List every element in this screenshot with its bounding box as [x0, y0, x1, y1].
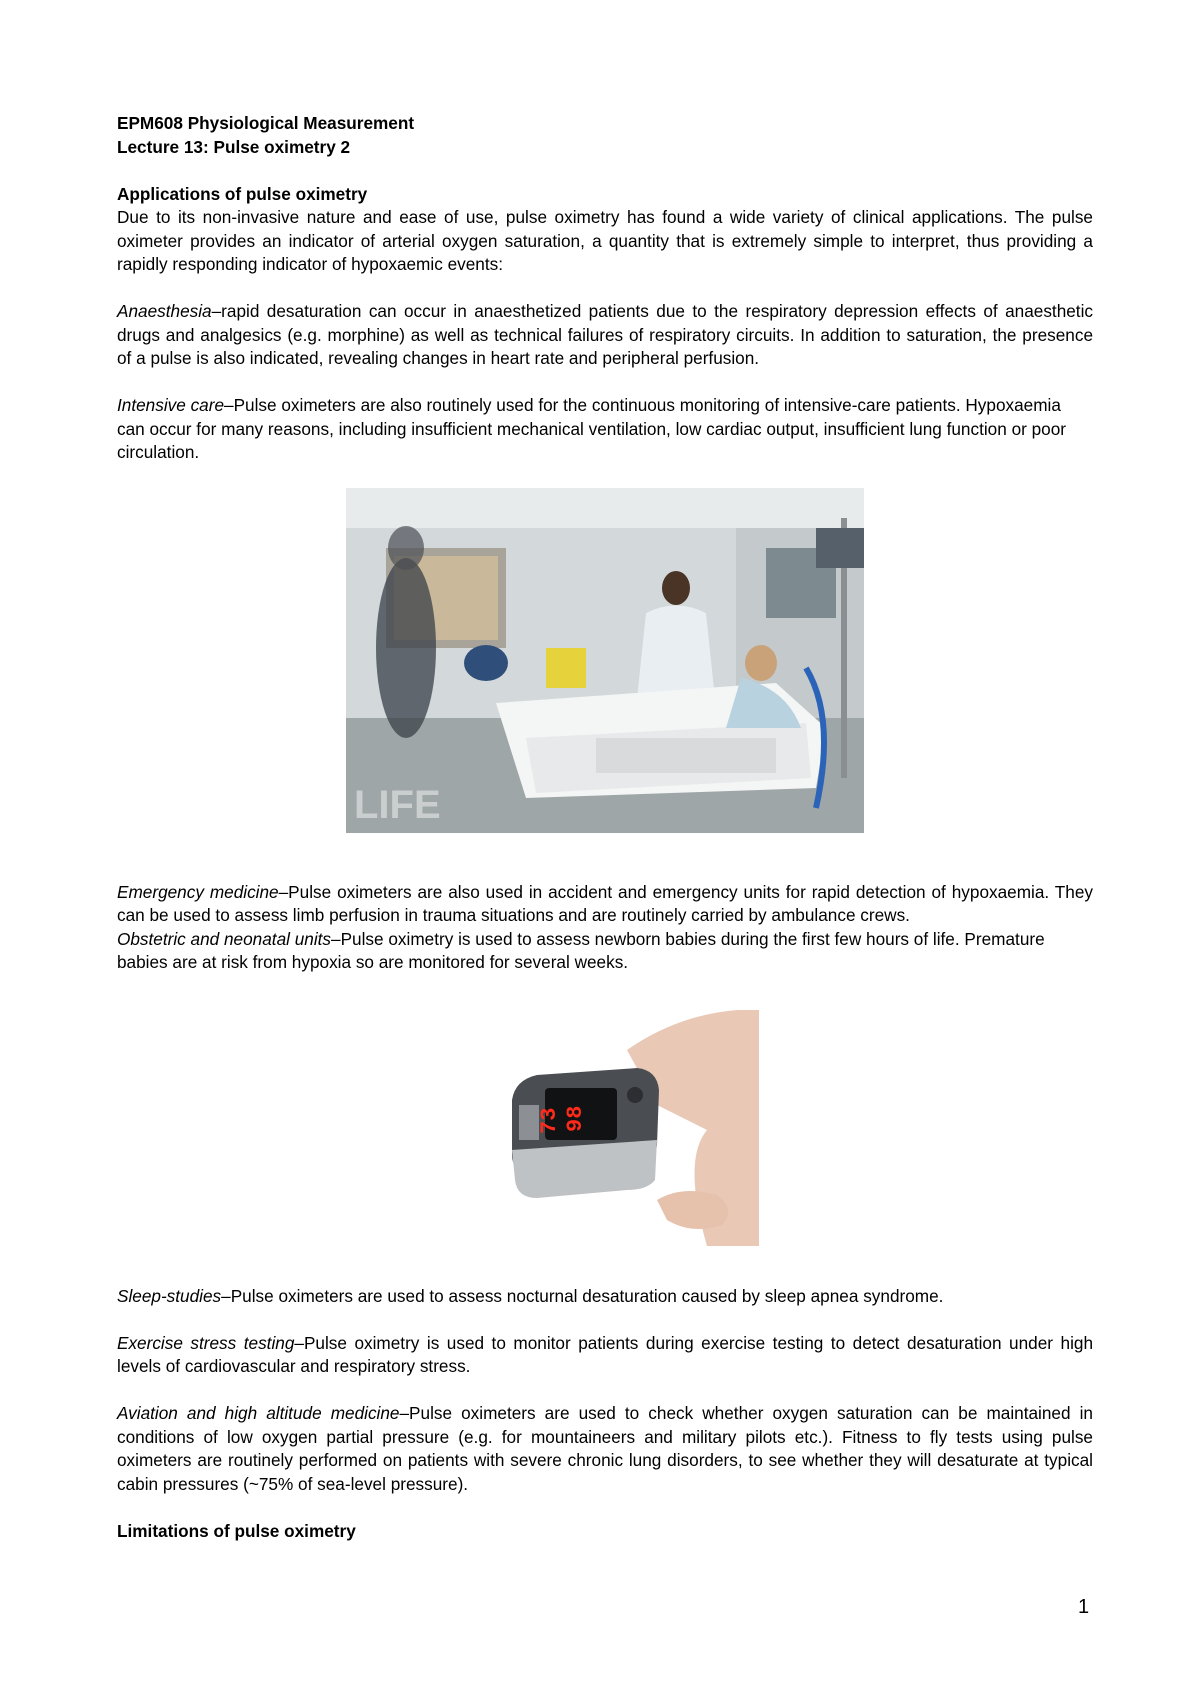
life-watermark-text: LIFE — [354, 782, 441, 827]
oximeter-display — [507, 1010, 759, 1246]
text-aviation: –Pulse oximeters are used to check whether oxygen saturation can be maintained in conditions of low oxygen partial pressure (e.g. for mountaineers and military pilots etc.). Fitness to fly tests using pulse oximeters are routinely performed on patients with severe chronic lung disorders, to see whether they will desaturate at typical cabin pressures (~75% of sea-level pressure). — [117, 1403, 1093, 1494]
text-intensive-care: –Pulse oximeters are also routinely used for the continuous monitoring of intensive-care patients. Hypoxaemia can occur for many reasons, including insufficient mechanical ventilation, low cardiac output, insufficient lung function or poor circulation. — [117, 395, 1067, 462]
life-watermark — [346, 488, 864, 833]
term-emergency: Emergency medicine — [117, 881, 279, 902]
term-sleep: Sleep-studies — [117, 1285, 222, 1306]
term-intensive-care: Intensive care — [117, 395, 225, 415]
spo2-reading: 98 — [563, 1105, 588, 1132]
applications-intro: Due to its non-invasive nature and ease of use, pulse oximetry has found a wide variety of clinical applications. The pulse oximeter provides an indicator of arterial oxygen saturation, a quantity that is extremely simple to interpret, thus providing a rapidly responding indicator of hypoxaemic events: — [117, 207, 1093, 274]
paragraph-anaesthesia — [117, 300, 1093, 371]
text-emergency: –Pulse oximeters are also used in accident and emergency units for rapid detection of hypoxaemia. They can be used to assess limb perfusion in trauma situations and are routinely carried by ambulance crews. — [117, 881, 1093, 925]
section-heading-applications: Applications of pulse oximetry — [117, 183, 368, 204]
term-aviation: Aviation and high altitude medicine — [117, 1403, 400, 1423]
paragraph-intensive-care — [117, 394, 1093, 465]
icu-photo — [346, 488, 864, 833]
term-exercise: Exercise stress testing — [117, 1332, 295, 1353]
text-anaesthesia: –rapid desaturation can occur in anaesthetized patients due to the respiratory depression effects of anaesthetic drugs and analgesics (e.g. morphine) as well as technical failures of respiratory circuits. In addition to saturation, the presence of a pulse is also indicated, revealing changes in heart rate and peripheral perfusion. — [117, 301, 1093, 368]
text-obstetric: –Pulse oximetry is used to assess newborn babies during the first few hours of life. Premature babies are at risk from hypoxia so are monitored for several weeks. — [117, 928, 1045, 972]
section-heading-limitations: Limitations of pulse oximetry — [117, 1520, 356, 1541]
paragraph-obstetric — [117, 928, 1093, 975]
paragraph-sleep — [117, 1285, 1093, 1309]
paragraph-exercise — [117, 1332, 1093, 1379]
term-anaesthesia: Anaesthesia — [117, 301, 212, 321]
paragraph-emergency — [117, 881, 1093, 928]
lecture-title: Lecture 13: Pulse oximetry 2 — [117, 136, 351, 157]
course-title: EPM608 Physiological Measurement — [117, 113, 415, 133]
text-exercise: –Pulse oximetry is used to monitor patients during exercise testing to detect desaturation under high levels of cardiovascular and respiratory stress. — [117, 1332, 1094, 1376]
document-page — [117, 112, 1093, 1543]
pulse-reading: 73 — [537, 1107, 562, 1134]
oximeter-photo — [507, 1010, 759, 1246]
page-number: 1 — [1078, 1596, 1090, 1618]
text-sleep: –Pulse oximeters are used to assess nocturnal desaturation caused by sleep apnea syndrome. — [221, 1285, 944, 1306]
term-obstetric: Obstetric and neonatal units — [117, 928, 332, 949]
paragraph-aviation — [117, 1402, 1093, 1496]
